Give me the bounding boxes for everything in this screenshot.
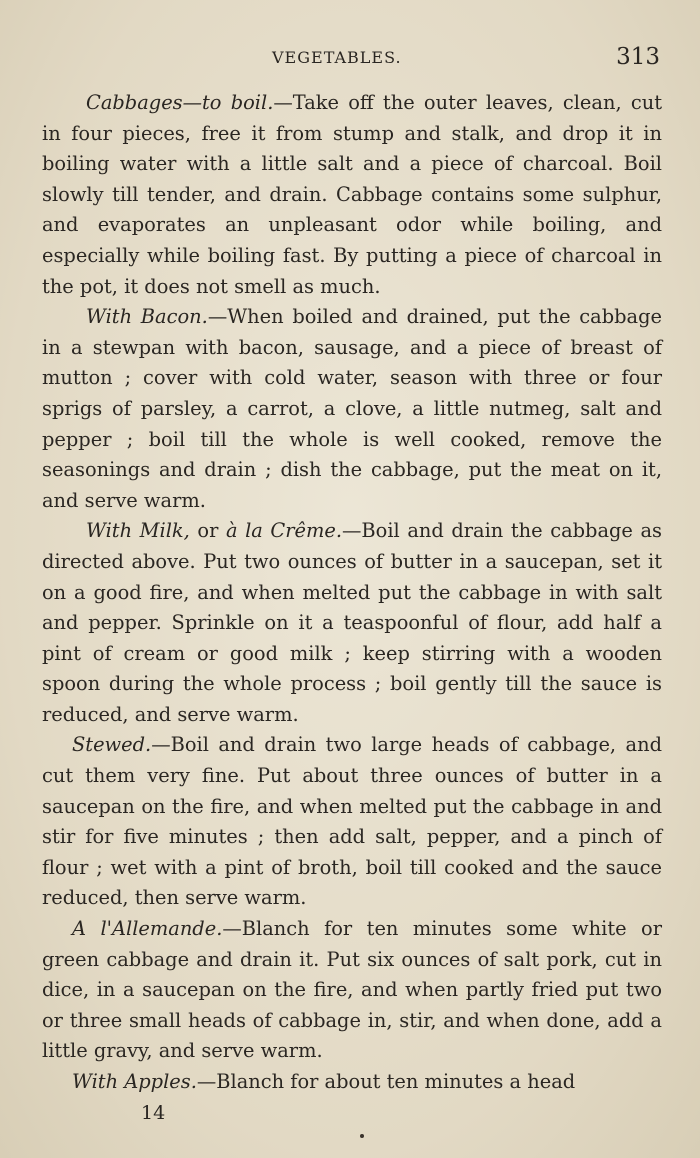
paragraph-body: —Take off the outer leaves, clean, cut in four pieces, free it from stump and stalk, and drop it in boiling water with a little salt and a piece of charcoal. Boil slowly till tender, and drain. Cabbage contains some sulphur, and evaporates an unpleasant odor while boiling, and especially while boiling fast. By putting a piece of charcoal in the pot, it does not smell as much. — [42, 91, 662, 298]
paragraph-heading: With Milk, — [86, 519, 190, 543]
running-title: VEGETABLES. — [272, 48, 402, 67]
paragraph-heading: With Apples. — [72, 1070, 197, 1093]
paragraph-body: —When boiled and drained, put the cabbage in a stewpan with bacon, sausage, and a piece of breast of mutton ; cover with cold water, season with three or four sprigs of parsley, a carrot, a clove, a little nutmeg, salt and pepper ; boil till the whole is well cooked, remove the seasonings and drain ; dish the cabbage, put the meat on it, and serve warm. — [42, 305, 662, 512]
page-number: 313 — [616, 44, 660, 70]
paragraph-heading: A l'Allemande. — [72, 917, 223, 941]
paragraph-heading-connector: or — [189, 519, 226, 543]
paragraph-with-milk — [42, 516, 662, 730]
body-text — [42, 88, 662, 1098]
paragraph-body: —Boil and drain two large heads of cabbage, and cut them very fine. Put about three ounces of butter in a saucepan on the fire, and when melted put the cabbage in and stir for five minutes ; then add salt, pepper, and a pinch of flour ; wet with a pint of broth, boil till cooked and the sauce reduced, then serve warm. — [42, 733, 662, 910]
paragraph-with-apples — [42, 1067, 662, 1098]
paragraph-stewed — [42, 730, 662, 914]
paragraph-heading: Cabbages—to boil. — [86, 91, 274, 114]
paragraph-body: —Boil and drain the cabbage as directed above. Put two ounces of butter in a saucepan, set it on a good fire, and when melted put the cabbage in with salt and pepper. Sprinkle on it a teaspoonful of flour, add half a pint of cream or good milk ; keep stirring with a wooden spoon during the whole process ; boil gently till the sauce is reduced, and serve warm. — [42, 519, 662, 726]
paragraph-body: —Blanch for ten minutes some white or green cabbage and drain it. Put six ounces of salt pork, cut in dice, in a saucepan on the fire, and when partly fried put two or three small heads of cabbage in, stir, and when done, add a little gravy, and serve warm. — [42, 917, 662, 1063]
paragraph-with-bacon — [42, 302, 662, 516]
paragraph-heading: With Bacon. — [86, 305, 208, 329]
paragraph-body: —Blanch for about ten minutes a head — [196, 1070, 576, 1093]
signature-mark: 14 — [141, 1102, 166, 1124]
paragraph-cabbages-to-boil — [42, 88, 662, 302]
page-header — [36, 44, 660, 74]
paragraph-a-l-allemande — [42, 914, 662, 1067]
ink-dot — [360, 1134, 364, 1138]
paragraph-heading-alt: à la Crême. — [225, 519, 343, 543]
paragraph-heading: Stewed. — [72, 733, 152, 757]
